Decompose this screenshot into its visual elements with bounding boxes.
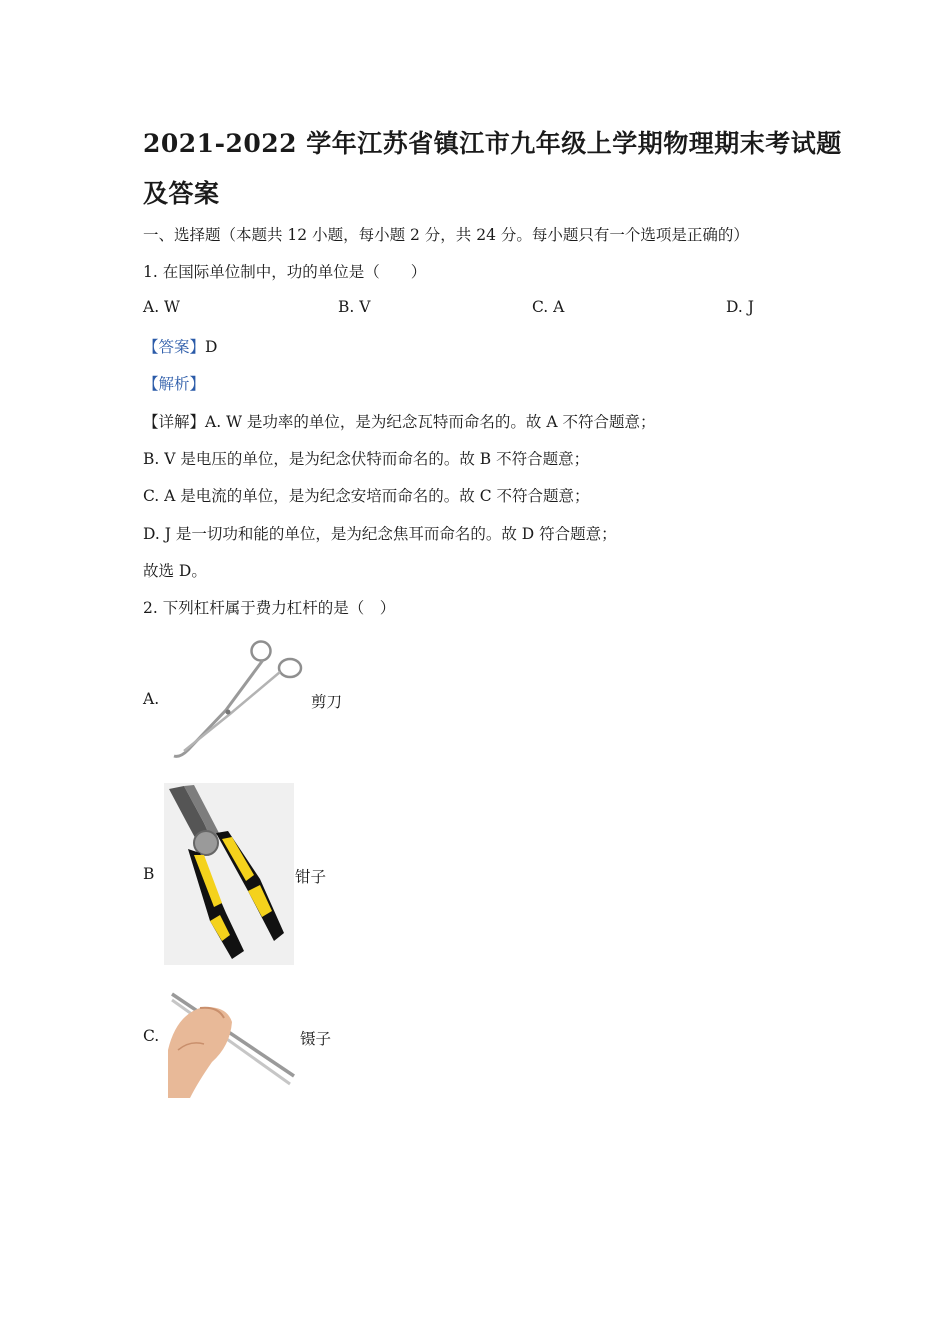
detail-conclusion: 故选 D。 <box>143 562 207 580</box>
q1-option-c: C. A <box>532 298 565 316</box>
q1-answer <box>143 335 217 357</box>
detail-line-2: B. V 是电压的单位，是为纪念伏特而命名的。故 B 不符合题意； <box>143 450 590 468</box>
q2-option-b-letter: B <box>143 865 155 883</box>
answer-value: D <box>205 338 218 356</box>
tweezers-icon <box>168 990 300 1098</box>
section-header: 一、选择题（本题共 12 小题，每小题 2 分，共 24 分。每小题只有一个选项是正确的） <box>143 226 749 244</box>
detail-line-3: C. A 是电流的单位，是为纪念安培而命名的。故 C 不符合题意； <box>143 487 590 505</box>
answer-label: 【答案】 <box>143 338 206 356</box>
q2-option-a-label: 剪刀 <box>311 693 343 711</box>
detail-text-1: A. W 是功率的单位，是为纪念瓦特而命名的。故 A 不符合题意； <box>205 413 656 431</box>
q2-option-c-label: 镊子 <box>300 1030 332 1048</box>
page-title-line2: 及答案 <box>143 179 220 208</box>
q1-option-a: A. W <box>143 298 180 316</box>
pliers-icon <box>164 783 294 965</box>
detail-line-1 <box>143 410 655 432</box>
q1-option-b: B. V <box>338 298 371 316</box>
analysis-label: 【解析】 <box>143 375 206 393</box>
detail-line-4: D. J 是一切功和能的单位，是为纪念焦耳而命名的。故 D 符合题意； <box>143 525 617 543</box>
question-2-stem: 2. 下列杠杆属于费力杠杆的是（ ） <box>143 599 396 617</box>
page-title-line1: 2021-2022 学年江苏省镇江市九年级上学期物理期末考试题 <box>143 129 842 158</box>
q1-option-d: D. J <box>726 298 754 316</box>
q2-option-c-letter: C. <box>143 1027 160 1045</box>
q2-option-b-label: 钳子 <box>295 868 327 886</box>
detail-label: 【详解】 <box>143 413 206 431</box>
question-1-stem: 1. 在国际单位制中，功的单位是（ ） <box>143 263 427 281</box>
scissors-icon <box>168 638 308 762</box>
q2-option-a-letter: A. <box>143 690 160 708</box>
